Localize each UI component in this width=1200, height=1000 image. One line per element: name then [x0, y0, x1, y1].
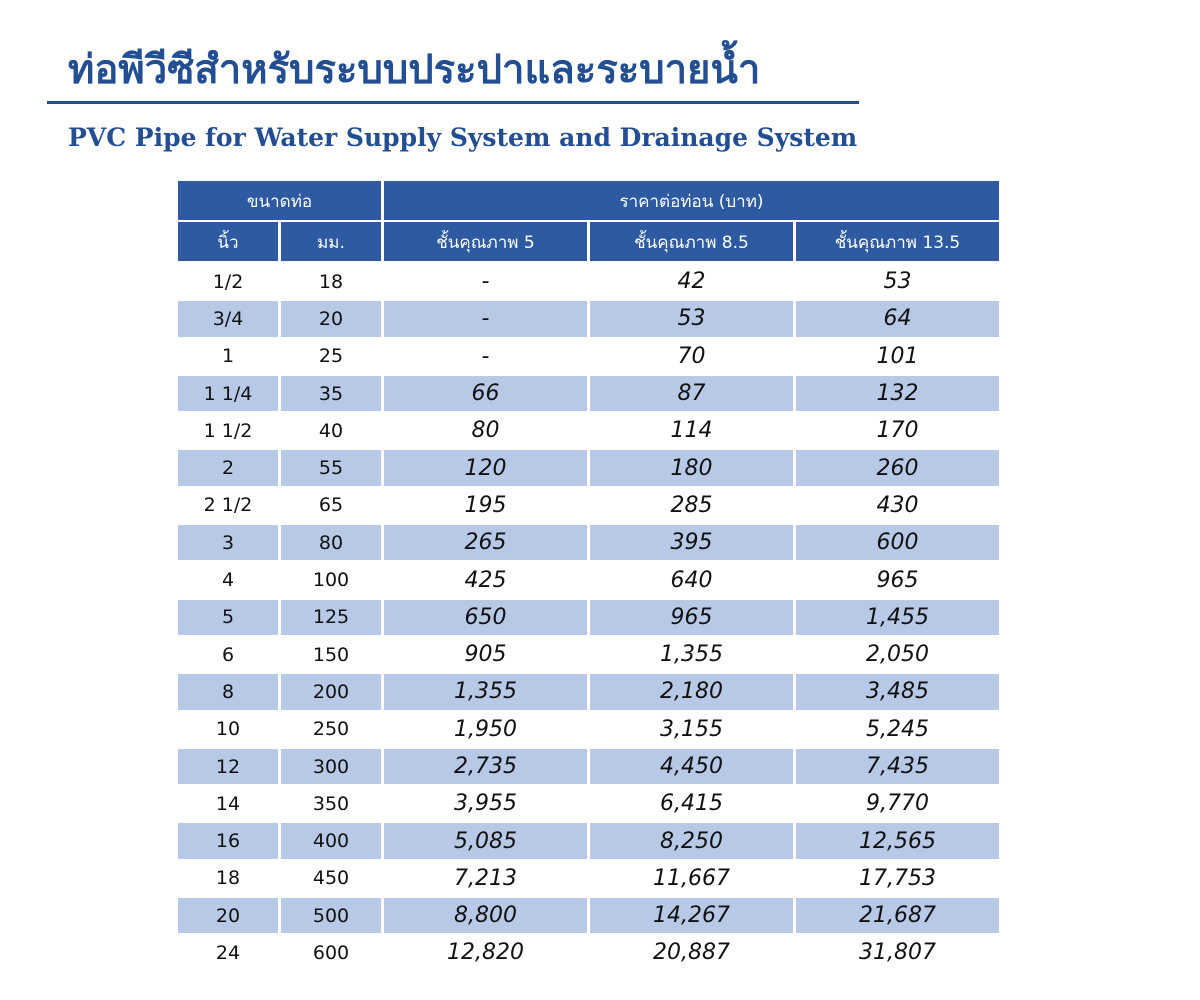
cell-price-class-5: -	[481, 343, 490, 369]
price-table	[175, 181, 1002, 972]
table-row	[178, 785, 999, 822]
cell-mm: 400	[281, 822, 381, 859]
cell-price-class-13-5: 64	[796, 300, 999, 337]
header-class-13-5: ชั้นคุณภาพ 13.5	[796, 222, 999, 263]
cell-price-class-5: 7,213	[454, 865, 517, 891]
cell-mm: 80	[281, 524, 381, 561]
table-row	[178, 636, 999, 673]
cell-price-class-8-5: 2,180	[590, 673, 793, 710]
cell-price-class-5: 80	[471, 418, 500, 444]
table-row	[178, 263, 999, 300]
cell-price-class-5: 2,735	[384, 748, 587, 785]
cell-price-class-8-5: 395	[590, 524, 793, 561]
cell-price-class-5: 1,950	[454, 716, 517, 742]
cell-price-class-13-5: 1,455	[796, 599, 999, 636]
cell-price-class-5: 5,085	[384, 822, 587, 859]
cell-mm: 100	[312, 569, 350, 592]
cell-price-class-5: 905	[464, 642, 507, 668]
cell-price-class-13-5: 7,435	[796, 748, 999, 785]
cell-price-class-13-5: 17,753	[859, 865, 936, 891]
cell-price-class-13-5: 9,770	[866, 791, 929, 817]
table-row	[178, 487, 999, 524]
table-row	[178, 711, 999, 748]
cell-inch: 6	[221, 643, 235, 666]
table-row	[178, 561, 999, 598]
cell-mm: 300	[281, 748, 381, 785]
header-price-per-pipe: ราคาต่อท่อน (บาท)	[384, 181, 999, 222]
page-title-thai: ท่อพีวีซีสำหรับระบบประปาและระบายน้ำ	[68, 47, 761, 93]
cell-inch: 24	[215, 941, 241, 964]
cell-mm: 40	[318, 419, 344, 442]
cell-price-class-8-5: 42	[677, 269, 706, 295]
cell-price-class-8-5: 11,667	[653, 865, 730, 891]
header-mm: มม.	[281, 222, 381, 263]
table-row	[178, 338, 999, 375]
cell-mm: 18	[318, 270, 344, 293]
cell-mm: 35	[281, 375, 381, 412]
cell-price-class-13-5: 170	[876, 418, 919, 444]
cell-price-class-13-5: 5,245	[866, 716, 929, 742]
table-row	[178, 599, 999, 636]
cell-price-class-13-5: 600	[796, 524, 999, 561]
header-class-8-5: ชั้นคุณภาพ 8.5	[590, 222, 793, 263]
cell-price-class-8-5: 640	[670, 567, 713, 593]
cell-price-class-5: -	[481, 269, 490, 295]
cell-inch: 8	[178, 673, 278, 710]
table-row	[178, 412, 999, 449]
cell-price-class-13-5: 21,687	[796, 897, 999, 934]
cell-price-class-5: 1,355	[384, 673, 587, 710]
table-row	[178, 300, 999, 337]
cell-price-class-8-5: 20,887	[653, 940, 730, 966]
cell-price-class-8-5: 3,155	[660, 716, 723, 742]
table-row	[178, 934, 999, 971]
cell-inch: 14	[215, 792, 241, 815]
cell-mm: 500	[281, 897, 381, 934]
cell-inch: 20	[178, 897, 278, 934]
cell-price-class-8-5: 53	[590, 300, 793, 337]
cell-price-class-13-5: 260	[796, 449, 999, 486]
table-row	[178, 524, 999, 561]
cell-price-class-13-5: 101	[876, 343, 919, 369]
cell-price-class-8-5: 114	[670, 418, 713, 444]
cell-mm: 55	[281, 449, 381, 486]
cell-inch: 12	[178, 748, 278, 785]
cell-price-class-8-5: 1,355	[660, 642, 723, 668]
cell-mm: 150	[312, 643, 350, 666]
cell-mm: 250	[312, 718, 350, 741]
cell-price-class-5: 265	[384, 524, 587, 561]
cell-inch: 18	[215, 867, 241, 890]
cell-price-class-5: 12,820	[447, 940, 524, 966]
cell-price-class-8-5: 6,415	[660, 791, 723, 817]
cell-inch: 1 1/2	[203, 419, 253, 442]
price-table-body	[178, 263, 999, 972]
cell-price-class-13-5: 31,807	[859, 940, 936, 966]
header-inch: นิ้ว	[178, 222, 278, 263]
table-row	[178, 673, 999, 710]
cell-price-class-5: 195	[464, 492, 507, 518]
title-underline	[47, 101, 859, 104]
cell-inch: 4	[221, 569, 235, 592]
cell-price-class-8-5: 965	[590, 599, 793, 636]
cell-price-class-5: 3,955	[454, 791, 517, 817]
cell-price-class-13-5: 53	[883, 269, 912, 295]
cell-inch: 3/4	[178, 300, 278, 337]
cell-inch: 1	[221, 345, 235, 368]
table-row	[178, 860, 999, 897]
cell-price-class-8-5: 87	[590, 375, 793, 412]
cell-price-class-5: 425	[464, 567, 507, 593]
table-row	[178, 822, 999, 859]
cell-price-class-13-5: 430	[876, 492, 919, 518]
cell-inch: 1/2	[212, 270, 244, 293]
cell-mm: 600	[312, 941, 350, 964]
table-row	[178, 748, 999, 785]
cell-price-class-5: -	[384, 300, 587, 337]
cell-mm: 20	[281, 300, 381, 337]
cell-mm: 350	[312, 792, 350, 815]
header-pipe-size: ขนาดท่อ	[178, 181, 381, 222]
cell-inch: 2	[178, 449, 278, 486]
cell-mm: 125	[281, 599, 381, 636]
cell-inch: 16	[178, 822, 278, 859]
table-row	[178, 449, 999, 486]
cell-price-class-13-5: 12,565	[796, 822, 999, 859]
cell-inch: 10	[215, 718, 241, 741]
table-row	[178, 375, 999, 412]
cell-price-class-8-5: 4,450	[590, 748, 793, 785]
cell-price-class-13-5: 965	[876, 567, 919, 593]
header-class-5: ชั้นคุณภาพ 5	[384, 222, 587, 263]
cell-price-class-5: 650	[384, 599, 587, 636]
cell-inch: 5	[178, 599, 278, 636]
cell-inch: 1 1/4	[178, 375, 278, 412]
cell-price-class-5: 120	[384, 449, 587, 486]
cell-price-class-8-5: 70	[677, 343, 706, 369]
cell-inch: 3	[178, 524, 278, 561]
page-title-english: PVC Pipe for Water Supply System and Drainage System	[68, 123, 858, 152]
cell-mm: 200	[281, 673, 381, 710]
cell-price-class-8-5: 180	[590, 449, 793, 486]
cell-inch: 2 1/2	[203, 494, 253, 517]
cell-price-class-8-5: 14,267	[590, 897, 793, 934]
cell-mm: 450	[312, 867, 350, 890]
table-row	[178, 897, 999, 934]
cell-price-class-5: 8,800	[384, 897, 587, 934]
cell-price-class-13-5: 132	[796, 375, 999, 412]
cell-price-class-13-5: 2,050	[866, 642, 929, 668]
cell-price-class-13-5: 3,485	[796, 673, 999, 710]
cell-price-class-8-5: 8,250	[590, 822, 793, 859]
cell-price-class-8-5: 285	[670, 492, 713, 518]
cell-mm: 65	[318, 494, 344, 517]
cell-price-class-5: 66	[384, 375, 587, 412]
cell-mm: 25	[318, 345, 344, 368]
